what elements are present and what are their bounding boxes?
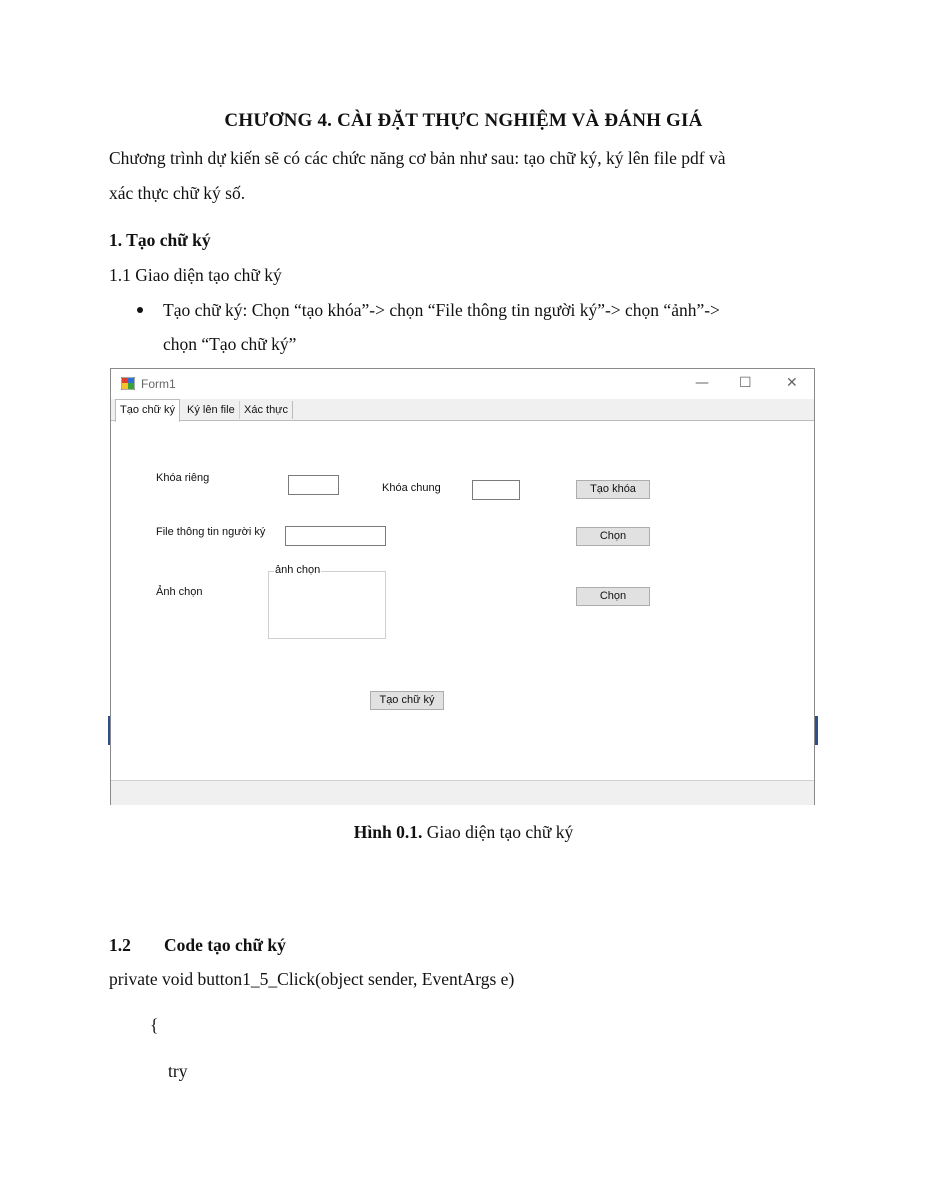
tab-sign-file[interactable]: Ký lên file [183, 401, 240, 419]
private-key-input[interactable] [288, 475, 339, 495]
bullet-line-1: Tạo chữ ký: Chọn “tạo khóa”-> chọn “File thông tin người ký”-> chọn “ảnh”-> [163, 300, 720, 320]
signer-file-input[interactable] [285, 526, 386, 546]
tab-panel-create-signature [111, 420, 814, 781]
section-heading-create-signature: 1. Tạo chữ ký [109, 230, 211, 250]
code-line-signature: private void button1_5_Click(object sender, EventArgs e) [109, 969, 515, 989]
signer-file-label: File thông tin người ký [156, 526, 266, 538]
create-key-button[interactable]: Tạo khóa [576, 480, 650, 499]
subsection-title-1-2: Code tạo chữ ký [164, 935, 286, 955]
tab-create-signature[interactable]: Tạo chữ ký [115, 399, 180, 422]
private-key-label: Khóa riêng [156, 472, 210, 484]
public-key-label: Khóa chung [382, 482, 441, 494]
tab-verify[interactable]: Xác thực [240, 401, 293, 419]
bullet-dot-icon [137, 307, 143, 313]
close-icon[interactable]: ✕ [786, 375, 798, 391]
figure-caption-number: Hình 0.1. [353, 822, 423, 842]
window-title: Form1 [141, 377, 176, 391]
background-window-edge [815, 716, 818, 745]
bullet-line-2: chọn “Tạo chữ ký” [163, 334, 297, 354]
code-line-try: try [168, 1061, 188, 1081]
code-line-open-brace: { [150, 1015, 159, 1035]
image-group-legend: ảnh chọn [275, 564, 321, 576]
choose-signer-file-button[interactable]: Chọn [576, 527, 650, 546]
minimize-icon[interactable]: — [695, 375, 709, 391]
tab-strip [111, 399, 814, 421]
window-title-bar[interactable] [111, 369, 814, 399]
create-signature-button[interactable]: Tạo chữ ký [370, 691, 444, 710]
image-group-box [268, 571, 386, 639]
subsection-number-1-2: 1.2 [109, 935, 131, 955]
intro-paragraph-line-2: xác thực chữ ký số. [109, 183, 246, 203]
intro-paragraph-line-1: Chương trình dự kiến sẽ có các chức năng cơ bản như sau: tạo chữ ký, ký lên file pdf và [109, 148, 726, 168]
maximize-icon[interactable]: ☐ [739, 375, 752, 391]
chapter-title: CHƯƠNG 4. CÀI ĐẶT THỰC NGHIỆM VÀ ĐÁNH GIÁ [224, 110, 703, 131]
subsection-heading-1-1: 1.1 Giao diện tạo chữ ký [109, 265, 282, 285]
figure-caption-text: Giao diện tạo chữ ký [422, 822, 574, 842]
image-label: Ảnh chọn [156, 586, 203, 598]
public-key-input[interactable] [472, 480, 520, 500]
app-icon [121, 377, 135, 390]
window-bottom-strip [111, 780, 814, 805]
figure-caption [0, 822, 927, 843]
choose-image-button[interactable]: Chọn [576, 587, 650, 606]
form-window [110, 368, 815, 805]
